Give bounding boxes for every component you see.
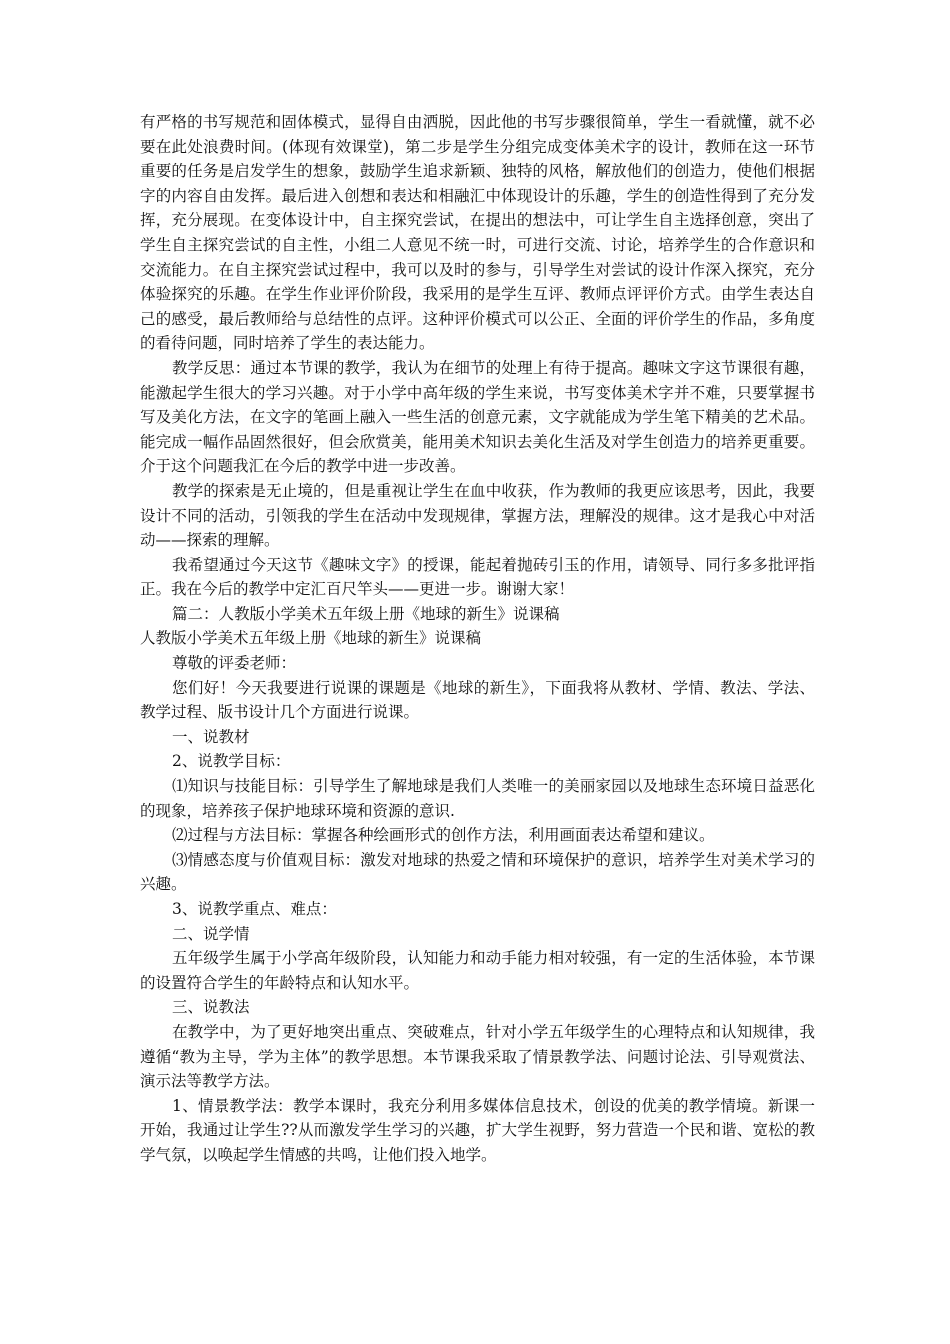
- document-page: [140, 110, 815, 1168]
- paragraph-situational-teaching: 1、情景教学法：教学本课时，我充分利用多媒体信息技术，创设的优美的教学情境。新课一开始，我通过让学生??从而激发学生学习的兴趣，扩大学生视野，努力营造一个民和谐、宽松的教学气氛，以唤起学生情感的共鸣，让他们投入地学。: [140, 1096, 815, 1164]
- paragraph-student-situation: 五年级学生属于小学高年级阶段，认知能力和动手能力相对较强，有一定的生活体验，本节课的设置符合学生的年龄特点和认知水平。: [140, 949, 815, 992]
- paragraph-teaching-methods: 在教学中，为了更好地突出重点、突破难点，针对小学五年级学生的心理特点和认知规律，我遵循“教为主导，学为主体”的教学思想。本节课我采取了情景教学法、问题讨论法、引导观赏法、演示法等教学方法。: [140, 1022, 815, 1091]
- salutation: 尊敬的评委老师：: [172, 654, 297, 673]
- section-heading-part-two: 篇二：人教版小学美术五年级上册《地球的新生》说课稿: [172, 604, 560, 623]
- heading-teaching-goals: 2、说教学目标：: [172, 752, 291, 771]
- heading-student-situation: 二、说学情: [172, 924, 250, 943]
- paragraph-closing-thanks: 我希望通过今天这节《趣味文字》的授课，能起着抛砖引玉的作用，请领导、同行多多批评指正。我在今后的教学中定汇百尺竿头——更进一步。谢谢大家！: [140, 555, 815, 599]
- document-title: 人教版小学美术五年级上册《地球的新生》说课稿: [140, 629, 482, 648]
- paragraph-introduction: 您们好！今天我要进行说课的课题是《地球的新生》，下面我将从教材、学情、教法、学法、教学过程、版书设计几个方面进行说课。: [140, 678, 815, 722]
- heading-teaching-methods: 三、说教法: [172, 998, 250, 1017]
- goal-knowledge-skills: ⑴知识与技能目标：引导学生了解地球是我们人类唯一的美丽家园以及地球生态环境日益恶化的现象，培养孩子保护地球环境和资源的意识.: [140, 777, 815, 820]
- paragraph-exploration: 教学的探索是无止境的，但是重视让学生在血中收获，作为教师的我更应该思考，因此，我要设计不同的活动，引领我的学生在活动中发现规律，掌握方法，理解没的规律。这才是我心中对活动——探索的理解。: [140, 481, 815, 550]
- paragraph-design-steps: 有严格的书写规范和固体模式，显得自由洒脱，因此他的书写步骤很简单，学生一看就懂，就不必要在此处浪费时间。(体现有效课堂)，第二步是学生分组完成变体美术字的设计，教师在这一环节重要的任务是启发学生的想象，鼓励学生追求新颖、独特的风格，解放他们的创造力，使他们根据字的内容自由发挥。最后进入创想和表达和相融汇中体现设计的乐趣，学生的创造性得到了充分发挥，充分展现。在变体设计中，自主探究尝试，在提出的想法中，可让学生自主选择创意，突出了学生自主探究尝试的自主性，小组二人意见不统一时，可进行交流、讨论，培养学生的合作意识和交流能力。在自主探究尝试过程中，我可以及时的参与，引导学生对尝试的设计作深入探究，充分体验探究的乐趣。在学生作业评价阶段，我采用的是学生互评、教师点评评价方式。由学生表达自己的感受，最后教师给与总结性的点评。这种评价模式可以公正、全面的评价学生的作品，多角度的看待问题，同时培养了学生的表达能力。: [140, 113, 815, 353]
- goal-process-method: ⑵过程与方法目标：掌握各种绘画形式的创作方法，利用画面表达希望和建议。: [172, 826, 715, 845]
- heading-key-points: 3、说教学重点、难点：: [172, 900, 337, 918]
- paragraph-teaching-reflection: 教学反思：通过本节课的教学，我认为在细节的处理上有待于提高。趣味文字这节课很有趣，能激起学生很大的学习兴趣。对于小学中高年级的学生来说，书写变体美术字并不难，只要掌握书写及美化方法，在文字的笔画上融入一些生活的创意元素，文字就能成为学生笔下精美的艺术品。能完成一幅作品固然很好，但会欣赏美，能用美术知识去美化生活及对学生创造力的培养更重要。介于这个问题我汇在今后的教学中进一步改善。: [140, 358, 815, 476]
- goal-emotion-values: ⑶情感态度与价值观目标：激发对地球的热爱之情和环境保护的意识，培养学生对美术学习的兴趣。: [140, 850, 815, 894]
- heading-textbook: 一、说教材: [172, 727, 250, 746]
